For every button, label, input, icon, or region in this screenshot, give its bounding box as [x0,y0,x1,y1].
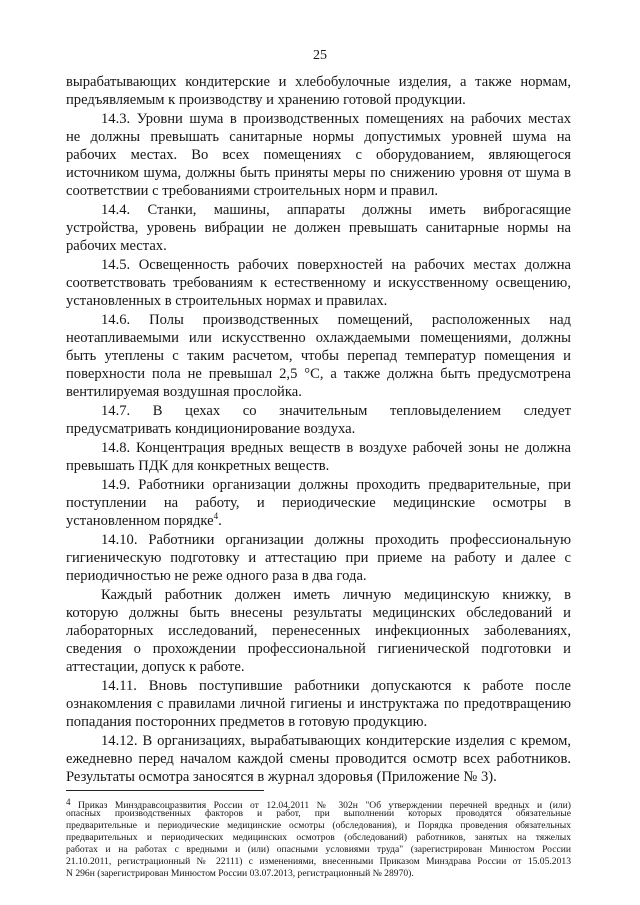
text-line: соответствовать требованиям к естественному и искусственному освещению, [66,275,571,291]
text-line: 14.4. Станки, машины, аппараты должны иметь виброгасящие [101,202,571,218]
text-line: попадания посторонних предметов в готовую продукцию. [66,714,428,730]
text-line: установленных в строительных нормах и правилах. [66,293,388,309]
text-line: Результаты осмотра заносятся в журнал здоровья (Приложение № 3). [66,769,497,785]
text-line: периодичностью не реже одного раза в два года. [66,568,367,584]
text-line: 14.7. В цехах со значительным тепловыделением следует [101,403,571,419]
text-line: предъявляемым к производству и хранению готовой продукции. [66,92,466,108]
footnote-separator [66,790,264,791]
text-line: неотапливаемыми или искусственно охлаждаемыми помещениями, должны [66,330,571,346]
text-line: 14.12. В организациях, вырабатывающих кондитерские изделия с кремом, [101,733,571,749]
text-line: рабочих местах. Во всех помещениях с оборудованием, являющегося [66,147,571,163]
text-line: гигиеническую подготовку и аттестацию при приеме на работу и далее с [66,550,571,566]
text-line: рабочих местах. [66,238,167,254]
text-line: Каждый работник должен иметь личную медицинскую книжку, в [101,587,571,603]
footnote-reference[interactable]: 4 [213,511,219,521]
text-line: не должны превышать санитарные нормы допустимых уровней шума на [66,129,571,145]
text-line [66,512,571,530]
text-line: 14.10. Работники организации должны проходить профессиональную [101,532,571,548]
page-number: 25 [313,48,327,63]
text-line: быть утеплены с таким расчетом, чтобы перепад температур помещения и [66,348,571,364]
text-line: 14.5. Освещенность рабочих поверхностей на рабочих местах должна [101,257,571,273]
footnote-text: Приказ Минздравсоцразвития России от 12.04.2011 № 302н "Об утверждении перечней вредных и (или) [77,800,571,811]
text-line: которую должны быть внесены результаты медицинских обследований и [66,605,571,621]
footnote-line: N 296н (зарегистрирован Минюстом России 03.07.2013, регистрационный № 28970). [66,868,414,879]
text-line: предусматривать кондиционирование воздуха. [66,421,356,437]
footnote-line: работах и на работах с вредными и (или) опасными условиями труда" (зарегистрирован Минюстом России [66,844,571,855]
text-line: превышать ПДК для конкретных веществ. [66,458,330,474]
text-line: соответствии с требованиями строительных норм и правил. [66,183,439,199]
text-line: вырабатывающих кондитерские и хлебобулочные изделия, а также нормам, [66,74,571,90]
text-line: вентилируемая воздушная прослойка. [66,384,302,400]
text-line: ежедневно перед началом каждой смены проводится осмотр всех работников. [66,751,571,767]
text-line: аттестации, допуск к работе. [66,659,245,675]
text-line: 14.11. Вновь поступившие работники допускаются к работе после [101,678,571,694]
text-line: источником шума, должны быть приняты меры по снижению уровня от шума в [66,165,571,181]
text-fragment: . [218,513,222,529]
footnote-marker: 4 [66,797,71,807]
text-line: поступлении на работу, и периодические медицинские осмотры в [66,495,571,511]
text-line: лабораторных исследований, перенесенных инфекционных заболеваниях, [66,623,571,639]
text-line: 14.3. Уровни шума в производственных помещениях на рабочих местах [101,111,571,127]
text-line: поверхности пола не превышал 2,5 °С, а также должна быть предусмотрена [66,366,571,382]
text-line: 14.9. Работники организации должны проходить предварительные, при [101,477,571,493]
text-line: устройства, уровень вибрации не должен превышать санитарные нормы на [66,220,571,236]
footnote-line: предварительных и периодических медицинских осмотров (обследований) работников, занятых на тяжелых [66,832,571,843]
footnote-line: опасных производственных факторов и работ, при выполнении которых проводятся обязательные [66,808,571,819]
text-fragment: установленном порядке [66,513,214,529]
text-line: 14.8. Концентрация вредных веществ в воздухе рабочей зоны не должна [101,440,571,456]
text-line: 14.6. Полы производственных помещений, расположенных над [101,312,571,328]
footnote-line: предварительные и периодические медицинские осмотры (обследования), и Порядка проведения обязательных [66,820,571,831]
text-line: ознакомления с правилами личной гигиены и инструктажа по предотвращению [66,696,571,712]
footnote-line: 21.10.2011, регистрационный № 22111) с изменениями, внесенными Приказом Минздрава России от 15.05.2013 [66,856,571,867]
text-line: сведения о прохождении профессиональной гигиенической подготовки и [66,641,571,657]
